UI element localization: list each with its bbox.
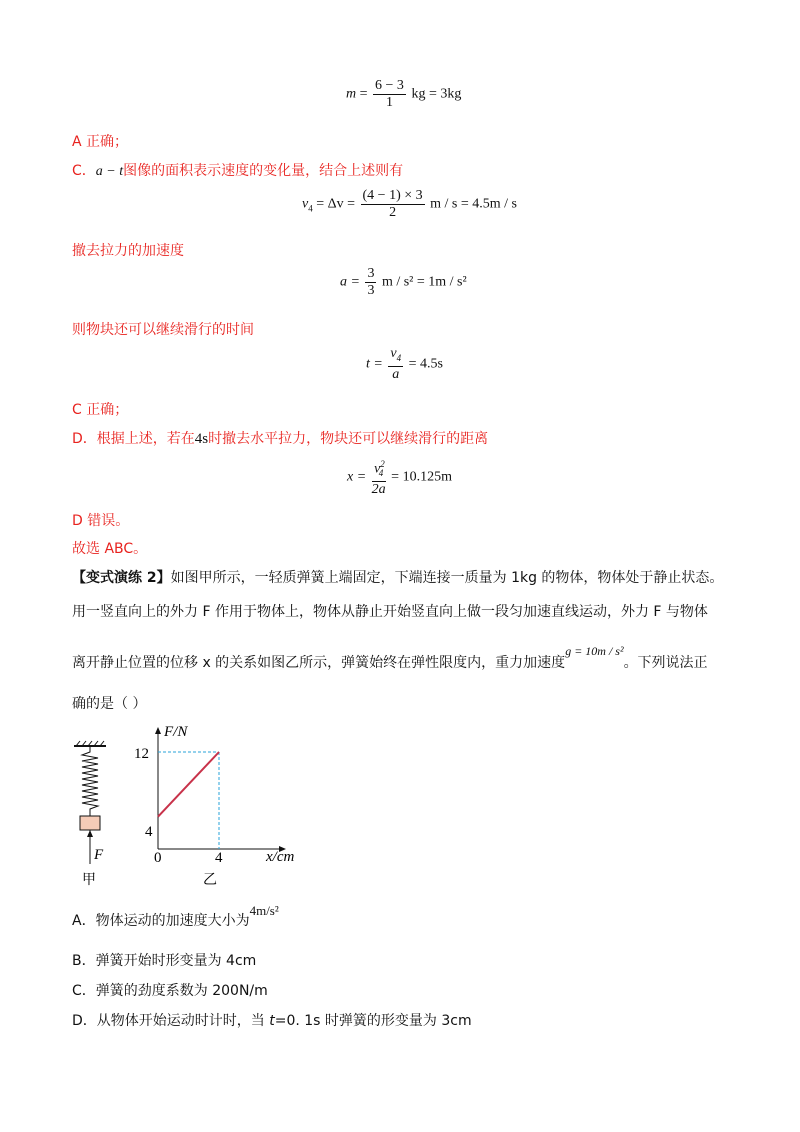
d-wrong: D 错误。: [72, 513, 130, 529]
problem-text-3-suffix: 。下列说法正: [623, 655, 708, 671]
y-axis-label: F/N: [164, 724, 188, 740]
eq-v4-rhs: m / s = 4.5m / s: [430, 196, 517, 212]
eq-t-den: a: [392, 366, 400, 382]
eq-a-num: 3: [367, 266, 375, 281]
y-tick-4: 4: [145, 824, 153, 840]
y-axis-arrow: [155, 727, 161, 734]
c-intro: [72, 160, 403, 180]
problem-line-2: 用一竖直向上的外力 F 作用于物体上，物体从静止开始竖直向上做一段匀加速直线运动，外力 F 与物体: [72, 604, 708, 620]
eq-x-fraction: [372, 456, 386, 498]
equation-mass: m = $\frac{6 - 3}{1}$ kg = 3kg: [346, 78, 462, 110]
eq-t-num-sub: 4: [396, 352, 402, 363]
figure: [60, 724, 320, 894]
eq-a-lhs: a =: [340, 274, 364, 290]
eq-a-den: 3: [367, 283, 375, 298]
problem-tag: 【变式演练 2】: [72, 570, 171, 586]
eq-x-den: 2a: [371, 482, 386, 498]
d-time: 4s: [194, 431, 209, 447]
spring-apparatus: [74, 741, 106, 888]
c-prefix: C．: [72, 163, 96, 179]
equation-distance: [347, 456, 452, 498]
graph: [134, 724, 294, 888]
eq-v4-mid: = Δv =: [312, 196, 359, 212]
option-d-prefix: D．从物体开始运动时计时，当: [72, 1013, 270, 1029]
eq-x-num-sub: 4: [378, 468, 384, 479]
equation-accel: [340, 266, 467, 299]
problem-text-1: 如图甲所示，一轻质弹簧上端固定，下端连接一质量为 1kg 的物体，物体处于静止状态。: [170, 570, 724, 586]
eq-m-num: 6 − 3: [375, 78, 404, 93]
option-a-text: A．物体运动的加速度大小为: [72, 913, 250, 929]
c-correct: C 正确；: [72, 402, 129, 418]
yi-label: 乙: [203, 872, 217, 888]
jia-label: 甲: [82, 872, 96, 888]
eq-v4-lhs: v: [302, 196, 309, 212]
eq-v4-sub: 4: [308, 203, 313, 214]
equation-time: [366, 346, 443, 383]
eq-x-num-sup: 2: [380, 459, 385, 469]
force-arrow-head: [87, 830, 93, 837]
a-correct: A 正确；: [72, 134, 129, 150]
option-a: [72, 903, 279, 930]
answer: 故选 ABC。: [72, 541, 148, 557]
remove-force-accel: 撤去拉力的加速度: [72, 243, 184, 259]
eq-x-lhs: x =: [347, 469, 370, 485]
x-axis-label: x/cm: [266, 849, 295, 865]
option-d-t: t: [269, 1013, 275, 1029]
eq-x-rhs: = 10.125m: [391, 469, 452, 485]
option-b: B．弹簧开始时形变量为 4cm: [72, 953, 257, 969]
eq-m-rhs: kg = 3kg: [411, 86, 462, 102]
eq-a-rhs: m / s² = 1m / s²: [381, 274, 467, 290]
slide-time: 则物块还可以继续滑行的时间: [72, 322, 254, 338]
problem-line-3: [72, 644, 708, 672]
eq-v4-den: 2: [389, 205, 397, 220]
eq-m-den: 1: [385, 95, 393, 110]
c-text: 图像的面积表示速度的变化量，结合上述则有: [123, 163, 404, 179]
x-tick-0: 0: [154, 850, 162, 866]
force-label: F: [94, 847, 104, 863]
eq-t-lhs: t =: [366, 356, 387, 372]
c-math: a − t: [95, 164, 124, 179]
gravity-value: g = 10m / s²: [565, 644, 624, 658]
d-intro: [72, 428, 488, 448]
problem-line-1: [72, 567, 723, 587]
block: [80, 816, 100, 830]
eq-t-num: [388, 346, 403, 367]
option-d: [72, 1010, 472, 1030]
eq-a-fraction: [365, 266, 376, 299]
eq-m-fraction: [373, 78, 406, 111]
d-prefix: D．根据上述，若在: [72, 431, 195, 447]
eq-m-lhs: m: [346, 86, 357, 102]
eq-v4-num: (4 − 1) × 3: [362, 188, 423, 203]
option-d-suffix: =0. 1s 时弹簧的形变量为 3cm: [274, 1013, 472, 1029]
eq-t-num-main: v: [390, 346, 397, 361]
eq-x-num-main: v: [374, 461, 381, 477]
eq-t-rhs: = 4.5s: [408, 356, 443, 372]
d-suffix: 时撤去水平拉力，物块还可以继续滑行的距离: [208, 431, 489, 447]
eq-t-fraction: [388, 346, 403, 383]
problem-text-3: 离开静止位置的位移 x 的关系如图乙所示，弹簧始终在弹性限度内，重力加速度: [72, 655, 566, 671]
eq-v4-fraction: [361, 188, 425, 221]
problem-line-4: 确的是（ ）: [72, 696, 147, 712]
y-tick-12: 12: [134, 746, 149, 762]
eq-x-num: [372, 456, 386, 482]
option-c: C．弹簧的劲度系数为 200N/m: [72, 983, 268, 999]
x-tick-4: 4: [215, 850, 223, 866]
equation-v4: [302, 188, 517, 221]
option-a-value: 4m/s²: [249, 903, 279, 918]
spring: [82, 746, 98, 816]
force-displacement-line: [158, 752, 219, 817]
